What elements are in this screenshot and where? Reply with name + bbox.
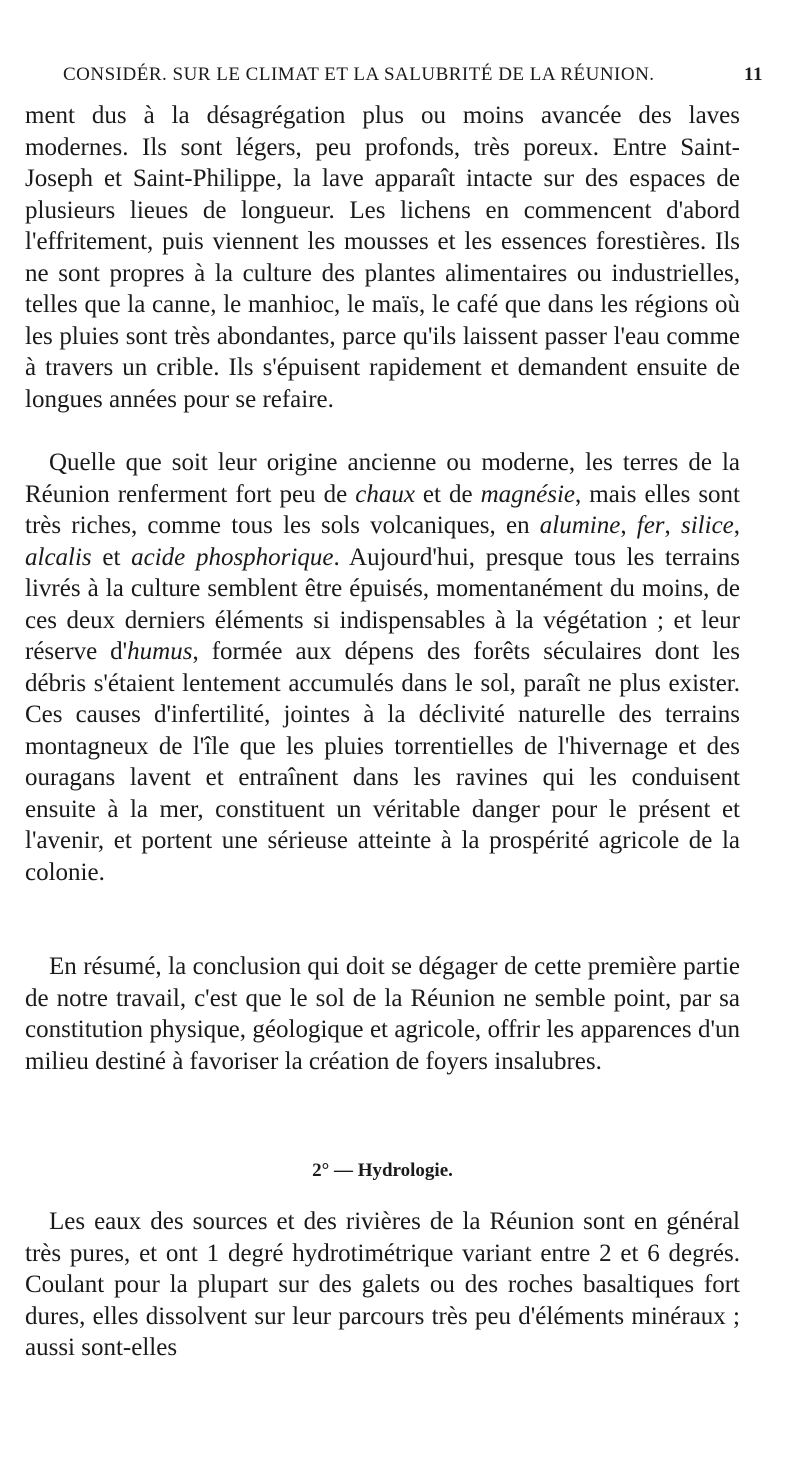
text-run: . Aujourd'hui, presque tous les terrains livrés à la culture semblent être épuisés, momentanément du moins, de ces deux derniers éléments si indispensables à la végétation ; et leur réserve d' bbox=[25, 543, 740, 665]
italic-term-alumine: alumine bbox=[539, 512, 621, 539]
paragraph-soils-continued: ment dus à la désagrégation plus ou moins avancée des laves modernes. Ils sont légers, peu profonds, très poreux. Entre Saint-Joseph et Saint-Philippe, la lave apparaît intacte sur des espaces de plusieurs lieues de longueur. Les lichens en commencent d'abord l'effritement, puis viennent les mousses et les essences forestières. Ils ne sont propres à la culture des plantes alimentaires ou industrielles, telles que la canne, le manhioc, le maïs, le café que dans les régions où les pluies sont très abondantes, parce qu'ils laissent passer l'eau comme à travers un crible. Ils s'épuisent rapidement et demandent ensuite de longues années pour se refaire. bbox=[25, 102, 740, 413]
text-run: , bbox=[620, 512, 637, 539]
text-run: et bbox=[91, 543, 132, 571]
paragraph-conclusion: En résumé, la conclusion qui doit se dégager de cette première partie de notre travail, c'est que le sol de la Réunion ne semble point, par sa constitution physique, géologique et agricole, offrir les apparences d'un milieu destiné à favoriser la création de foyers insalubres. bbox=[25, 953, 740, 1075]
section-heading-hydrologie: 2° — Hydrologie. bbox=[312, 1160, 453, 1181]
italic-term-acide-phosphorique: acide phosphorique bbox=[131, 543, 334, 571]
running-head bbox=[63, 64, 763, 92]
paragraph-soil-composition bbox=[25, 447, 740, 888]
page-number: 11 bbox=[744, 64, 763, 85]
text-run: , mais elles sont très riches, comme tous les sols volcaniques, en bbox=[25, 480, 740, 539]
text-run: , bbox=[733, 512, 741, 539]
text-run: , formée aux dépens des forêts séculaires dont les débris s'étaient lentement accumulés dans le sol, paraît ne plus exister. Ces causes d'infertilité, jointes à la déclivité naturelle des terrains montagneux de l'île que les pluies torrentielles de l'hivernage et des ouragans lavent et entraînent dans les ravines qui les conduisent ensuite à la mer, constituent un véritable danger pour le présent et l'avenir, et portent une sérieuse atteinte à la prospérité agricole de la colonie. bbox=[25, 638, 740, 886]
text-run: Quelle que soit leur origine ancienne ou moderne, les terres de la Réunion renferment fort peu de bbox=[25, 449, 740, 508]
text-run: et de bbox=[414, 480, 481, 508]
italic-term-chaux: chaux bbox=[355, 480, 415, 508]
paragraph-hydrology: Les eaux des sources et des rivières de la Réunion sont en général très pures, et ont 1 degré hydrotimétrique variant entre 2 et 6 degrés. Coulant pour la plupart sur des galets ou des roches basaltiques fort dures, elles dissolvent sur leur parcours très peu d'éléments minéraux ; aussi sont-elles bbox=[25, 1208, 740, 1361]
italic-term-magnesie: magnésie bbox=[480, 480, 576, 508]
italic-term-fer: fer bbox=[636, 512, 665, 539]
italic-term-humus: humus bbox=[127, 638, 193, 665]
text-run: , bbox=[664, 512, 681, 539]
italic-term-silice: silice bbox=[681, 512, 734, 539]
running-title: CONSIDÉR. SUR LE CLIMAT ET LA SALUBRITÉ DE LA RÉUNION. bbox=[63, 64, 655, 85]
italic-term-alcalis: alcalis bbox=[25, 543, 92, 571]
